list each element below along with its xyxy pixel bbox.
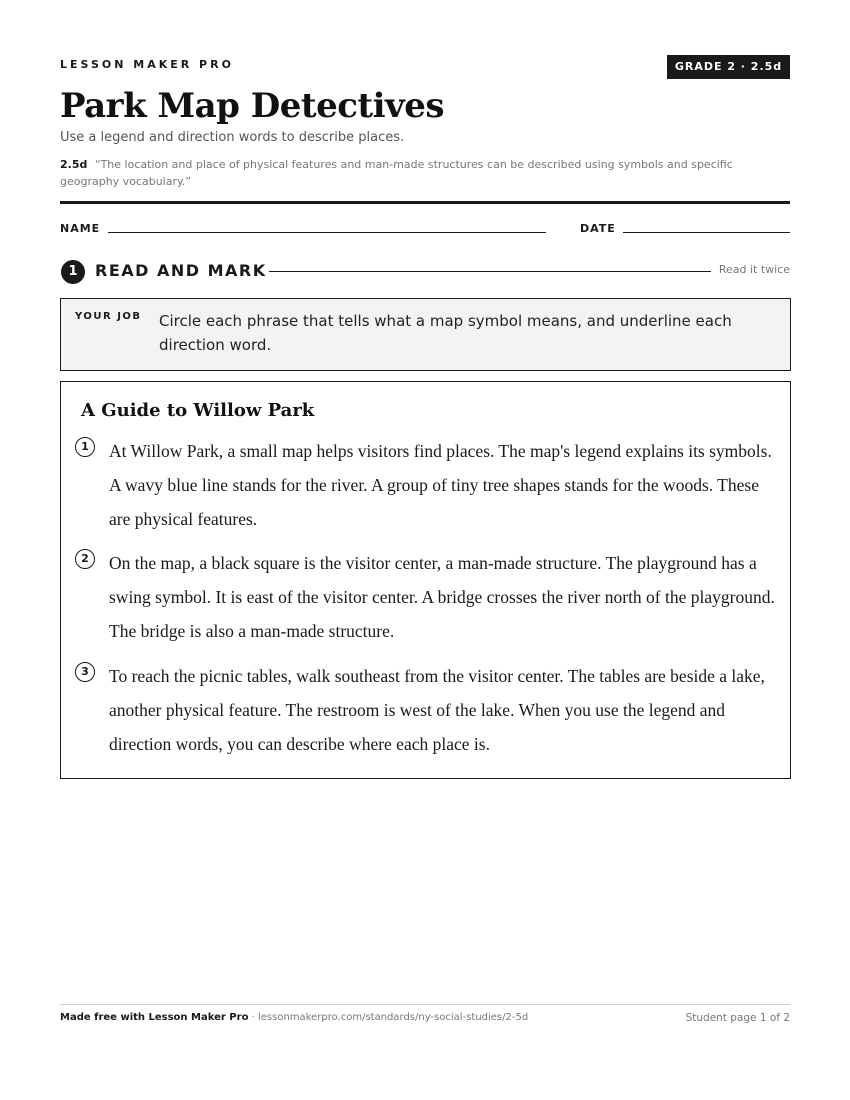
paragraph-text: At Willow Park, a small map helps visitors find places. The map's legend explains its symbols. A wavy blue line stands for the river. A group of tiny tree shapes stands for the woods. These are physical features. [109, 441, 772, 529]
instructions-label: YOUR JOB [75, 311, 142, 322]
name-field[interactable] [108, 232, 546, 233]
reading-passage [60, 381, 791, 779]
section-title: READ AND MARK [95, 261, 267, 280]
footer-divider [60, 1004, 790, 1005]
grade-badge: GRADE 2 · 2.5d [667, 55, 790, 79]
standard-statement [60, 156, 790, 190]
header-divider [60, 201, 790, 204]
footer-credit [60, 1012, 528, 1023]
page-subtitle: Use a legend and direction words to describe places. [60, 130, 405, 145]
section-note: Read it twice [718, 263, 790, 276]
paragraph-text: On the map, a black square is the visitor center, a man-made structure. The playground has a swing symbol. It is east of the visitor center. A bridge crosses the river north of the playground. The bridge is also a man-made structure. [109, 553, 775, 641]
section-number-badge: 1 [61, 260, 85, 284]
passage-title: A Guide to Willow Park [81, 400, 315, 421]
paragraph-number: 2 [75, 549, 95, 569]
standard-text: “The location and place of physical features and man-made structures can be described using symbols and specific geography vocabulary.” [60, 158, 733, 188]
instructions-box [60, 298, 791, 371]
paragraph-text: To reach the picnic tables, walk southeast from the visitor center. The tables are beside a lake, another physical feature. The restroom is west of the lake. When you use the legend and direction words, you can describe where each place is. [109, 666, 765, 754]
footer-separator: · [248, 1012, 258, 1023]
footer-page-number: Student page 1 of 2 [685, 1012, 790, 1024]
date-label: DATE [580, 222, 616, 235]
footer-url[interactable]: lessonmakerpro.com/standards/ny-social-studies/2-5d [257, 1012, 529, 1023]
section-rule [269, 271, 711, 272]
standard-code: 2.5d [60, 158, 88, 171]
date-field[interactable] [623, 232, 790, 233]
name-label: NAME [60, 222, 101, 235]
instructions-text: Circle each phrase that tells what a map symbol means, and underline each direction word. [159, 312, 732, 354]
paragraph-number: 3 [75, 662, 95, 682]
page-title: Park Map Detectives [60, 86, 445, 126]
paragraph-number: 1 [75, 437, 95, 457]
footer-made-with: Made free with Lesson Maker Pro [60, 1012, 249, 1023]
brand-name: LESSON MAKER PRO [60, 58, 234, 71]
